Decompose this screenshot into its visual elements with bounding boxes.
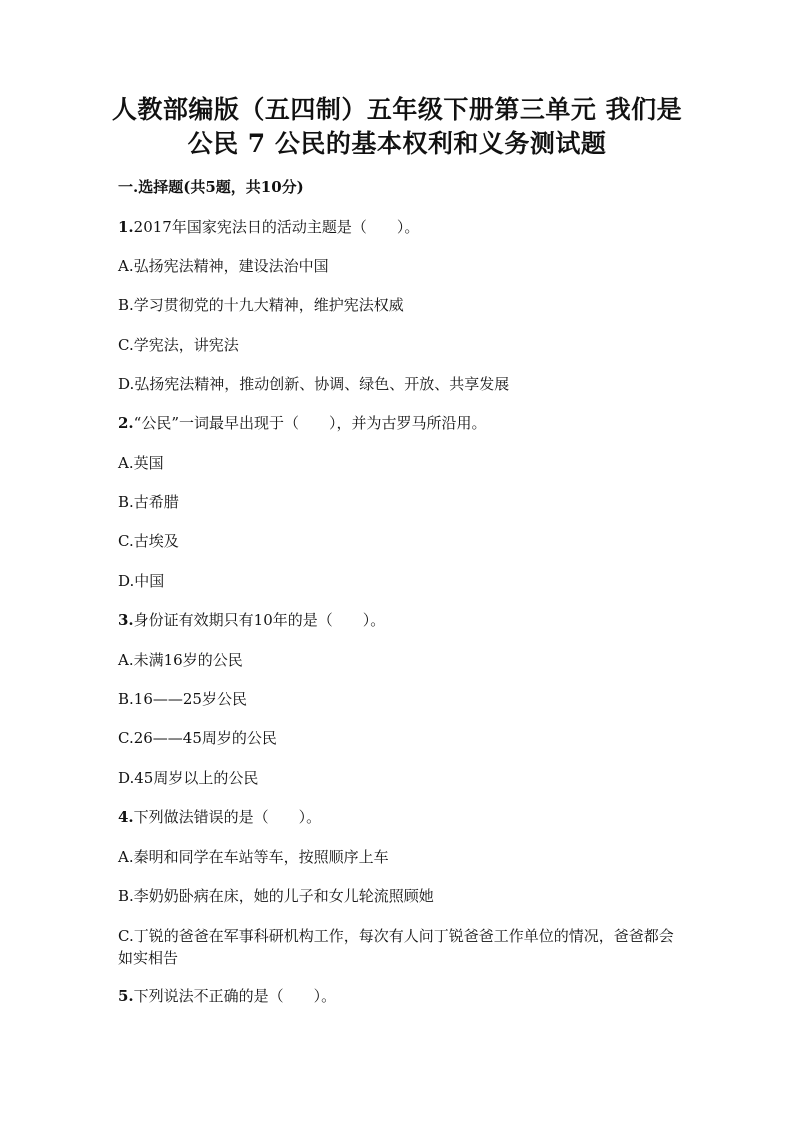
question-text: 2017年国家宪法日的活动主题是（ ）。 [133,218,420,236]
question-4-option-b: B.李奶奶卧病在床，她的儿子和女儿轮流照顾她 [118,887,434,905]
question-1-option-d: D.弘扬宪法精神，推动创新、协调、绿色、开放、共享发展 [118,375,510,393]
question-4 [118,806,678,828]
question-3-option-d: D.45周岁以上的公民 [118,769,259,787]
question-3-option-a: A.未满16岁的公民 [118,651,243,669]
question-text: 下列做法错误的是（ ）。 [133,808,322,826]
question-4-option-a: A.秦明和同学在车站等车，按照顺序上车 [118,848,389,866]
question-text: “公民”一词最早出现于（ ），并为古罗马所沿用。 [133,414,487,432]
document-title-line-2: 公民 7 公民的基本权利和义务测试题 [187,129,607,158]
question-1-option-a: A.弘扬宪法精神，建设法治中国 [118,257,329,275]
question-2-option-a: A.英国 [118,454,164,472]
question-number: 2. [118,414,134,432]
question-text: 下列说法不正确的是（ ）。 [133,987,337,1005]
document-title-line-1: 人教部编版（五四制）五年级下册第三单元 我们是 [111,95,683,124]
question-number: 1. [118,218,134,236]
question-text: 身份证有效期只有10年的是（ ）。 [133,611,386,629]
question-3 [118,609,678,631]
question-1 [118,216,678,238]
question-number: 4. [118,808,134,826]
question-2-option-d: D.中国 [118,572,165,590]
question-2 [118,412,678,434]
question-number: 5. [118,987,134,1005]
question-1-option-c: C.学宪法，讲宪法 [118,336,239,354]
question-5 [118,985,678,1007]
question-number: 3. [118,611,134,629]
question-4-option-c: C.丁锐的爸爸在军事科研机构工作，每次有人问丁锐爸爸工作单位的情况，爸爸都会如实相告 [118,927,674,967]
question-3-option-c: C.26——45周岁的公民 [118,729,277,747]
question-2-option-c: C.古埃及 [118,532,179,550]
question-1-option-b: B.学习贯彻党的十九大精神，维护宪法权威 [118,296,404,314]
question-2-option-b: B.古希腊 [118,493,179,511]
section-heading: 一.选择题(共5题，共10分) [118,178,304,196]
question-3-option-b: B.16——25岁公民 [118,690,247,708]
